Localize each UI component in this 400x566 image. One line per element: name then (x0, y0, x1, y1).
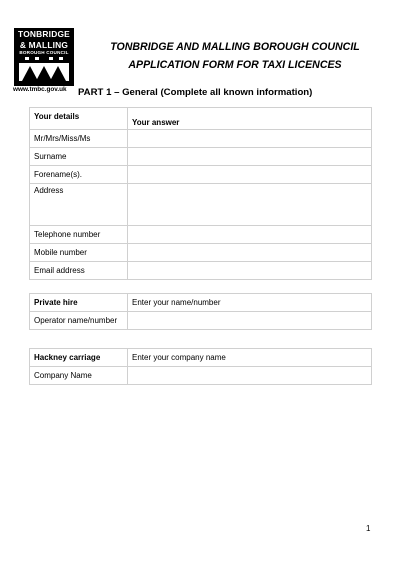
answer-header: Your answer (128, 108, 372, 130)
logo-line-2: & MALLING (19, 40, 69, 50)
table-row (30, 148, 372, 166)
answer-operator-field[interactable] (128, 312, 372, 330)
table-row (30, 367, 372, 385)
field-label-mobile: Mobile number (30, 244, 128, 262)
logo-line-3: BOROUGH COUNCIL (19, 50, 69, 55)
details-table (29, 107, 372, 280)
table-row (30, 312, 372, 330)
table-header-row (30, 294, 372, 312)
details-header: Your details (30, 108, 128, 130)
field-label-email: Email address (30, 262, 128, 280)
table-row (30, 262, 372, 280)
table-header-row (30, 349, 372, 367)
castle-emblem-icon (19, 57, 69, 84)
form-title: APPLICATION FORM FOR TAXI LICENCES (128, 59, 342, 71)
private-hire-name-field[interactable]: Enter your name/number (128, 294, 372, 312)
field-label-surname: Surname (30, 148, 128, 166)
council-title: TONBRIDGE AND MALLING BOROUGH COUNCIL (110, 41, 360, 53)
answer-title-field[interactable] (128, 130, 372, 148)
field-label-operator: Operator name/number (30, 312, 128, 330)
answer-mobile-field[interactable] (128, 244, 372, 262)
table-row (30, 226, 372, 244)
answer-address-field[interactable] (128, 184, 372, 226)
table-row (30, 244, 372, 262)
logo-line-1: TONBRIDGE (18, 29, 70, 39)
answer-telephone-field[interactable] (128, 226, 372, 244)
field-label-address: Address (30, 184, 128, 226)
council-logo (14, 28, 74, 86)
page-number: 1 (366, 524, 371, 533)
table-row (30, 130, 372, 148)
private-hire-table (29, 293, 372, 330)
table-header-row (30, 108, 372, 130)
website-link[interactable]: www.tmbc.gov.uk (13, 86, 67, 93)
answer-surname-field[interactable] (128, 148, 372, 166)
answer-email-field[interactable] (128, 262, 372, 280)
table-row (30, 184, 372, 226)
field-label-telephone: Telephone number (30, 226, 128, 244)
part-heading: PART 1 – General (Complete all known information) (78, 87, 313, 98)
answer-forenames-field[interactable] (128, 166, 372, 184)
hackney-company-field[interactable]: Enter your company name (128, 349, 372, 367)
private-hire-header: Private hire (30, 294, 128, 312)
table-row (30, 166, 372, 184)
answer-company-field[interactable] (128, 367, 372, 385)
field-label-company: Company Name (30, 367, 128, 385)
field-label-title: Mr/Mrs/Miss/Ms (30, 130, 128, 148)
field-label-forenames: Forename(s). (30, 166, 128, 184)
hackney-header: Hackney carriage (30, 349, 128, 367)
hackney-carriage-table (29, 348, 372, 385)
